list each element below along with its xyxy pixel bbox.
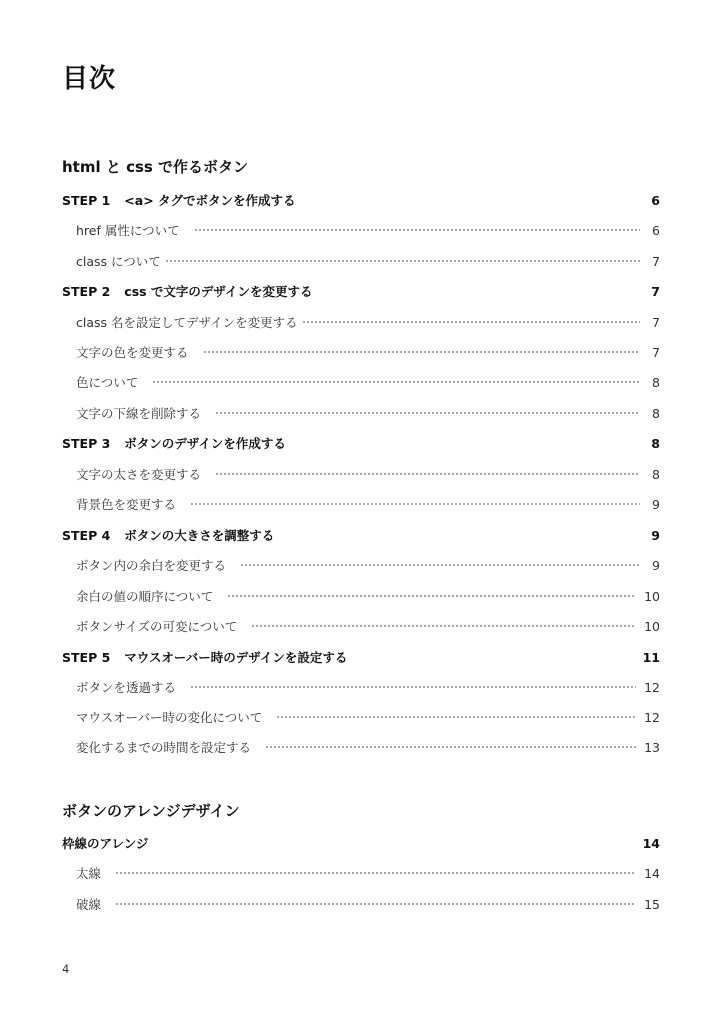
- leader-spacer: [156, 842, 634, 844]
- dot-leader: [215, 412, 640, 414]
- toc-sub-entry[interactable]: [62, 220, 660, 240]
- entry-label: 変化するまでの時間を設定する: [76, 740, 252, 755]
- dot-leader: [240, 564, 640, 566]
- entry-label: 背景色を変更する: [76, 497, 177, 512]
- toc-sub-entry[interactable]: [62, 403, 660, 423]
- leader-spacer: [294, 442, 640, 444]
- page-number: 10: [644, 588, 660, 604]
- page-number: 8: [652, 405, 660, 421]
- toc-step-entry[interactable]: [62, 281, 660, 301]
- dot-leader: [165, 260, 640, 262]
- section-title: ボタンのアレンジデザイン: [62, 802, 240, 820]
- leader-spacer: [304, 199, 640, 201]
- leader-spacer: [355, 656, 634, 658]
- toc-sub-entry[interactable]: [62, 464, 660, 484]
- dot-leader: [115, 872, 636, 874]
- dot-leader: [227, 595, 636, 597]
- page-folio: 4: [62, 962, 70, 976]
- toc-sub-entry[interactable]: [62, 677, 660, 697]
- toc-step-entry[interactable]: [62, 647, 660, 667]
- page-number: 14: [644, 865, 660, 881]
- toc-sub-entry[interactable]: [62, 863, 660, 883]
- toc-sub-entry[interactable]: [62, 251, 660, 271]
- entry-label: 文字の色を変更する: [76, 345, 189, 360]
- dot-leader: [302, 321, 640, 323]
- entry-label: ボタンのデザインを作成する: [124, 436, 286, 451]
- step-number: STEP 5: [62, 650, 111, 665]
- toc-sub-entry[interactable]: [62, 342, 660, 362]
- dot-leader: [190, 503, 640, 505]
- entry-label: マウスオーバー時のデザインを設定する: [124, 650, 348, 665]
- toc-step-entry[interactable]: [62, 833, 660, 853]
- page-number: 8: [652, 466, 660, 482]
- dot-leader: [276, 716, 636, 718]
- dot-leader: [215, 473, 640, 475]
- toc-sub-entry[interactable]: [62, 616, 660, 636]
- toc-sub-entry[interactable]: [62, 894, 660, 914]
- toc-sub-entry[interactable]: [62, 586, 660, 606]
- toc-sub-entry[interactable]: [62, 312, 660, 332]
- dot-leader: [115, 903, 636, 905]
- page-number: 8: [652, 374, 660, 390]
- toc-step-entry[interactable]: [62, 190, 660, 210]
- toc-sub-entry[interactable]: [62, 555, 660, 575]
- page-number: 6: [651, 192, 660, 208]
- dot-leader: [265, 746, 636, 748]
- page-number: 7: [652, 314, 660, 330]
- toc-sub-entry[interactable]: [62, 737, 660, 757]
- leader-spacer: [282, 534, 640, 536]
- dot-leader: [152, 381, 640, 383]
- page-number: 9: [652, 496, 660, 512]
- entry-label: href 属性について: [76, 223, 180, 238]
- step-number: STEP 4: [62, 528, 111, 543]
- dot-leader: [194, 229, 640, 231]
- entry-label: 枠線のアレンジ: [62, 836, 149, 851]
- leader-spacer: [321, 290, 640, 292]
- toc-step-entry[interactable]: [62, 525, 660, 545]
- entry-label: class 名を設定してデザインを変更する: [76, 315, 298, 330]
- page-number: 10: [644, 618, 660, 634]
- page-title: 目次: [62, 64, 117, 94]
- entry-label: 余白の値の順序について: [76, 589, 214, 604]
- section-title: html と css で作るボタン: [62, 158, 249, 176]
- dot-leader: [203, 351, 640, 353]
- entry-label: マウスオーバー時の変化について: [76, 710, 263, 725]
- entry-label: 文字の太さを変更する: [76, 467, 202, 482]
- page-number: 6: [652, 222, 660, 238]
- entry-label: 太線: [76, 866, 102, 881]
- page-number: 7: [652, 344, 660, 360]
- dot-leader: [251, 625, 636, 627]
- page-number: 7: [652, 253, 660, 269]
- toc-sub-entry[interactable]: [62, 707, 660, 727]
- entry-label: 文字の下線を削除する: [76, 406, 202, 421]
- toc-step-entry[interactable]: [62, 433, 660, 453]
- entry-label: 色について: [76, 375, 139, 390]
- toc-sub-entry[interactable]: [62, 494, 660, 514]
- page-number: 15: [644, 896, 660, 912]
- page-number: 9: [651, 527, 660, 543]
- entry-label: 破線: [76, 897, 102, 912]
- toc-sub-entry[interactable]: [62, 372, 660, 392]
- entry-label: <a> タグでボタンを作成する: [124, 193, 296, 208]
- page-number: 11: [642, 649, 660, 665]
- page-number: 8: [651, 435, 660, 451]
- entry-label: ボタンの大きさを調整する: [124, 528, 275, 543]
- step-number: STEP 1: [62, 193, 111, 208]
- page-number: 12: [644, 709, 660, 725]
- entry-label: class について: [76, 254, 161, 269]
- entry-label: css で文字のデザインを変更する: [124, 284, 313, 299]
- page-number: 13: [644, 739, 660, 755]
- page-number: 12: [644, 679, 660, 695]
- entry-label: ボタン内の余白を変更する: [76, 558, 227, 573]
- step-number: STEP 3: [62, 436, 111, 451]
- entry-label: ボタンサイズの可変について: [76, 619, 238, 634]
- page-number: 7: [651, 283, 660, 299]
- page-number: 14: [642, 835, 660, 851]
- step-number: STEP 2: [62, 284, 111, 299]
- entry-label: ボタンを透過する: [76, 680, 177, 695]
- dot-leader: [190, 686, 636, 688]
- page-number: 9: [652, 557, 660, 573]
